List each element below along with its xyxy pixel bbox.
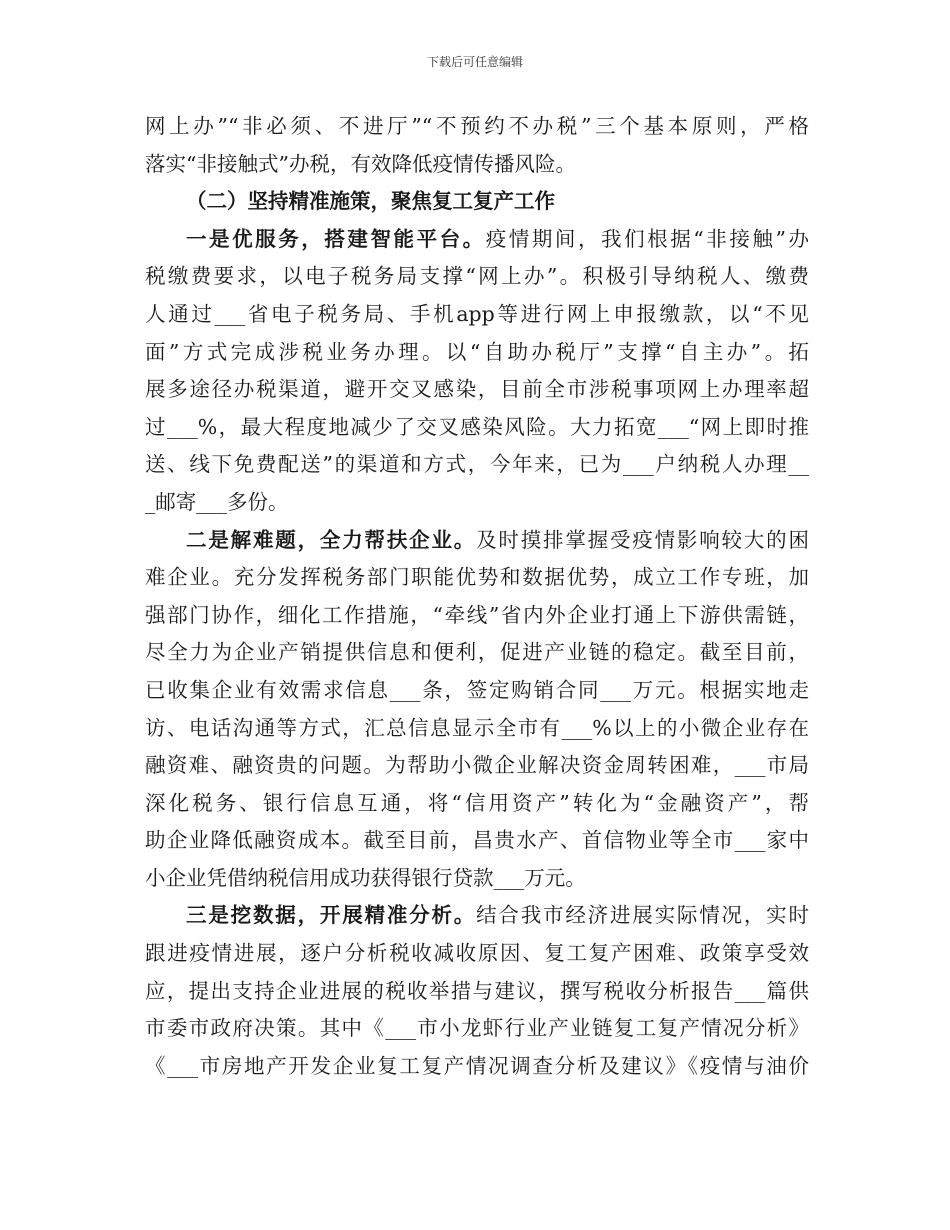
paragraph-first-line <box>145 221 809 259</box>
text-line: 落实“非接触式”办税，有效降低疫情传播风险。 <box>145 151 576 176</box>
text-line: 面”方式完成涉税业务办理。以“自助办税厅”支撑“自主办”。拓 <box>145 339 809 364</box>
text-line: 助企业降低融资成本。截至目前，昌贵水产、首信物业等全市___家中 <box>145 828 809 853</box>
lead-rest: 及时摸排掌握受疫情影响较大的困 <box>476 527 810 552</box>
body-text <box>145 108 809 1085</box>
text-line: 送、线下免费配送”的渠道和方式，今年来，已为___户纳税人办理__ <box>145 452 809 477</box>
text-line: 市委市政府决策。其中《___市小龙虾行业产业链复工复产情况分析》 <box>145 1016 809 1041</box>
text-line: 融资难、融资贵的问题。为帮助小微企业解决资金周转困难，___市局 <box>145 753 809 778</box>
text-line: _邮寄___多份。 <box>145 489 289 514</box>
text-line: 尽全力为企业产销提供信息和便利，促进产业链的稳定。截至目前， <box>145 640 809 665</box>
bold-lead: 二是解难题，全力帮扶企业。 <box>186 527 477 552</box>
text-line: 已收集企业有效需求信息___条，签定购销合同___万元。根据实地走 <box>145 677 809 702</box>
text-line: 展多途径办税渠道，避开交叉感染，目前全市涉税事项网上办理率超 <box>145 377 809 402</box>
lead-rest: 结合我市经济进展实际情况，实时 <box>476 903 810 928</box>
text-line: 应，提出支持企业进展的税收举措与建议，撰写税收分析报告___篇供 <box>145 978 809 1003</box>
text-line: 网上办”“非必须、不进厅”“不预约不办税”三个基本原则，严格 <box>145 114 809 138</box>
text-line: 跟进疫情进展，逐户分析税收减收原因、复工复产困难、政策享受效 <box>145 941 809 966</box>
section-heading: （二）坚持精准施策，聚焦复工复产工作 <box>186 189 555 214</box>
text-line: 税缴费要求，以电子税务局支撑“网上办”。积极引导纳税人、缴费 <box>145 264 809 289</box>
paragraph-first-line <box>145 897 809 935</box>
text-line: 《___市房地产开发企业复工复产情况调查分析及建议》《疫情与油价 <box>145 1053 809 1078</box>
text-line: 难企业。充分发挥税务部门职能优势和数据优势，成立工作专班，加 <box>145 565 809 590</box>
text-line: 深化税务、银行信息互通，将“信用资产”转化为“金融资产”，帮 <box>145 790 809 815</box>
header-note: 下载后可任意编辑 <box>426 55 523 69</box>
paragraph-first-line <box>145 522 809 560</box>
text-line: 过___%，最大程度地减少了交叉感染风险。大力拓宽___“网上即时推 <box>145 414 809 439</box>
bold-lead: 三是挖数据，开展精准分析。 <box>186 903 477 928</box>
text-line: 强部门协作，细化工作措施，“牵线”省内外企业打通上下游供需链， <box>145 602 809 627</box>
text-line: 访、电话沟通等方式，汇总信息显示全市有___%以上的小微企业存在 <box>145 715 809 740</box>
lead-rest: 疫情期间，我们根据“非接触”办 <box>485 226 810 251</box>
text-line: 人通过___省电子税务局、手机app等进行网上申报缴款，以“不见 <box>145 301 809 326</box>
bold-lead: 一是优服务，搭建智能平台。 <box>186 226 486 251</box>
text-line: 小企业凭借纳税信用成功获得银行贷款___万元。 <box>145 865 586 890</box>
